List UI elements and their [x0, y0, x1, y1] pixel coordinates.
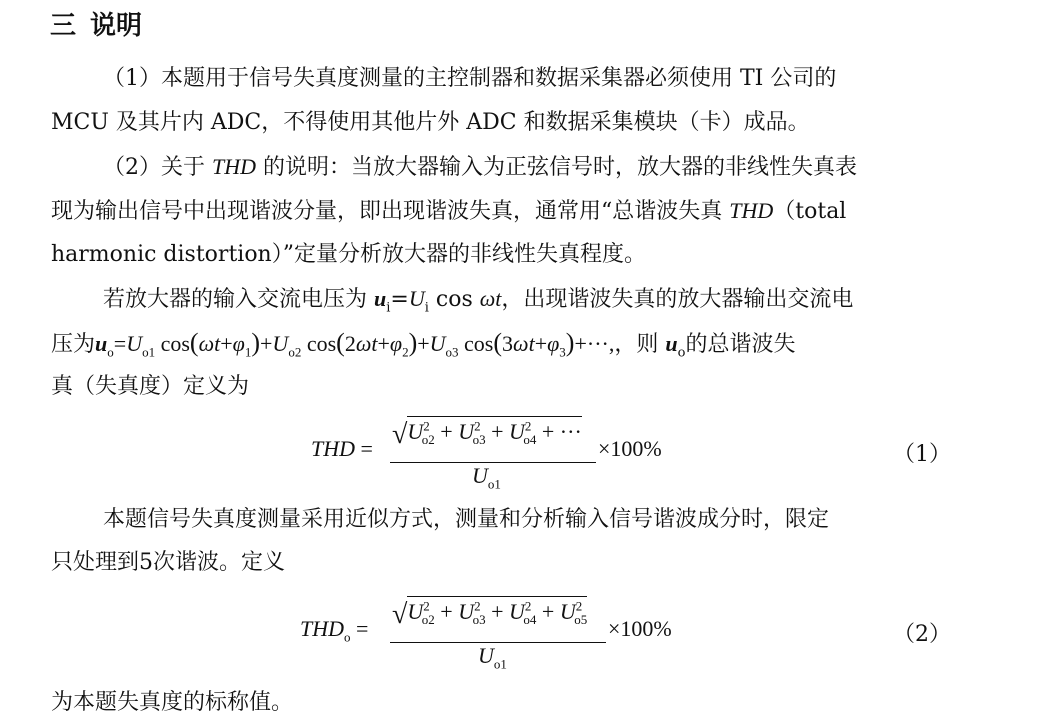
- paragraph-2-line-2: [51, 189, 951, 234]
- p3-text: 压为: [51, 332, 96, 357]
- section-heading: [50, 4, 142, 48]
- formula-1-times: ×100%: [598, 436, 662, 461]
- paragraph-2-line-1: [103, 145, 1003, 190]
- section-title: 说明: [90, 11, 143, 41]
- p2-text: 的说明：当放大器输入为正弦信号时，放大器的非线性失真表: [256, 155, 858, 180]
- paragraph-1-line-1: （1）本题用于信号失真度测量的主控制器和数据采集器必须使用 TI 公司的: [103, 66, 837, 91]
- formula-2-denominator: $U_{o1}$: [478, 643, 507, 672]
- formula-2-times: ×100%: [608, 616, 672, 641]
- p3-text: ，则: [614, 332, 659, 357]
- formula-1-lhs: THD =: [311, 436, 373, 461]
- section-number: 三: [50, 11, 77, 41]
- p2-text: （2）关于: [103, 155, 212, 180]
- formula-2-number: （2）: [893, 622, 951, 647]
- paragraph-3-line-2: 压为$u_o=U_{o1}$ $\cos(\omega t+\varphi_1)+U_{o2}$ $\cos(2\omega t+\varphi_2)+U_{o3}$ $\cos(3\omega t+\varphi_3)+\cdot\cdot\cdot$,，则 $u_o$的总谐波失: [51, 328, 796, 361]
- formula-1-number: （1）: [893, 442, 951, 467]
- formula-2-numerator: $√U^2_{o2} + U^2_{o3} + U^2_{o4} + U^2_{o5}$: [392, 595, 587, 628]
- paragraph-4-line-2: 只处理到5次谐波。定义: [51, 550, 285, 575]
- thd-term: THD: [729, 198, 774, 223]
- p3-text: ，出现谐波失真的放大器输出交流电: [501, 287, 854, 312]
- thd-term: THD: [212, 154, 257, 179]
- formula-1-numerator: $√U^2_{o2} + U^2_{o3} + U^2_{o4}$ + ···: [392, 415, 582, 448]
- paragraph-2-line-3: harmonic distortion）”定量分析放大器的非线性失真程度。: [51, 242, 646, 267]
- paragraph-1-line-2: MCU 及其片内 ADC，不得使用其他片外 ADC 和数据采集模块（卡）成品。: [51, 110, 810, 135]
- closing-line: 为本题失真度的标称值。: [51, 690, 294, 715]
- p2-text: （total: [773, 199, 847, 224]
- paragraph-4-line-1: 本题信号失真度测量采用近似方式，测量和分析输入信号谐波成分时，限定: [103, 507, 830, 532]
- uo-symbol: u: [665, 331, 678, 356]
- p3-text: 若放大器的输入交流电压为: [103, 287, 374, 312]
- formula-2-lhs: $THD_o$ =: [300, 616, 369, 645]
- input-voltage-expr: $u_i=U_i$ cos ωt: [374, 286, 502, 316]
- p3-text: 的总谐波失: [685, 332, 796, 357]
- formula-1-denominator: $U_{o1}$: [472, 463, 501, 492]
- output-voltage-expr: $u_o=U_{o1}$ $\cos(\omega t+\varphi_1)+U_{o2}$ $\cos(2\omega t+\varphi_2)+U_{o3}$ $\cos(3\omega t+\varphi_3)+\cdot\cdot\cdot$,: [95, 328, 615, 360]
- p2-text: 现为输出信号中出现谐波分量，即出现谐波失真，通常用“总谐波失真: [51, 199, 730, 224]
- paragraph-3-line-3: 真（失真度）定义为: [51, 374, 250, 399]
